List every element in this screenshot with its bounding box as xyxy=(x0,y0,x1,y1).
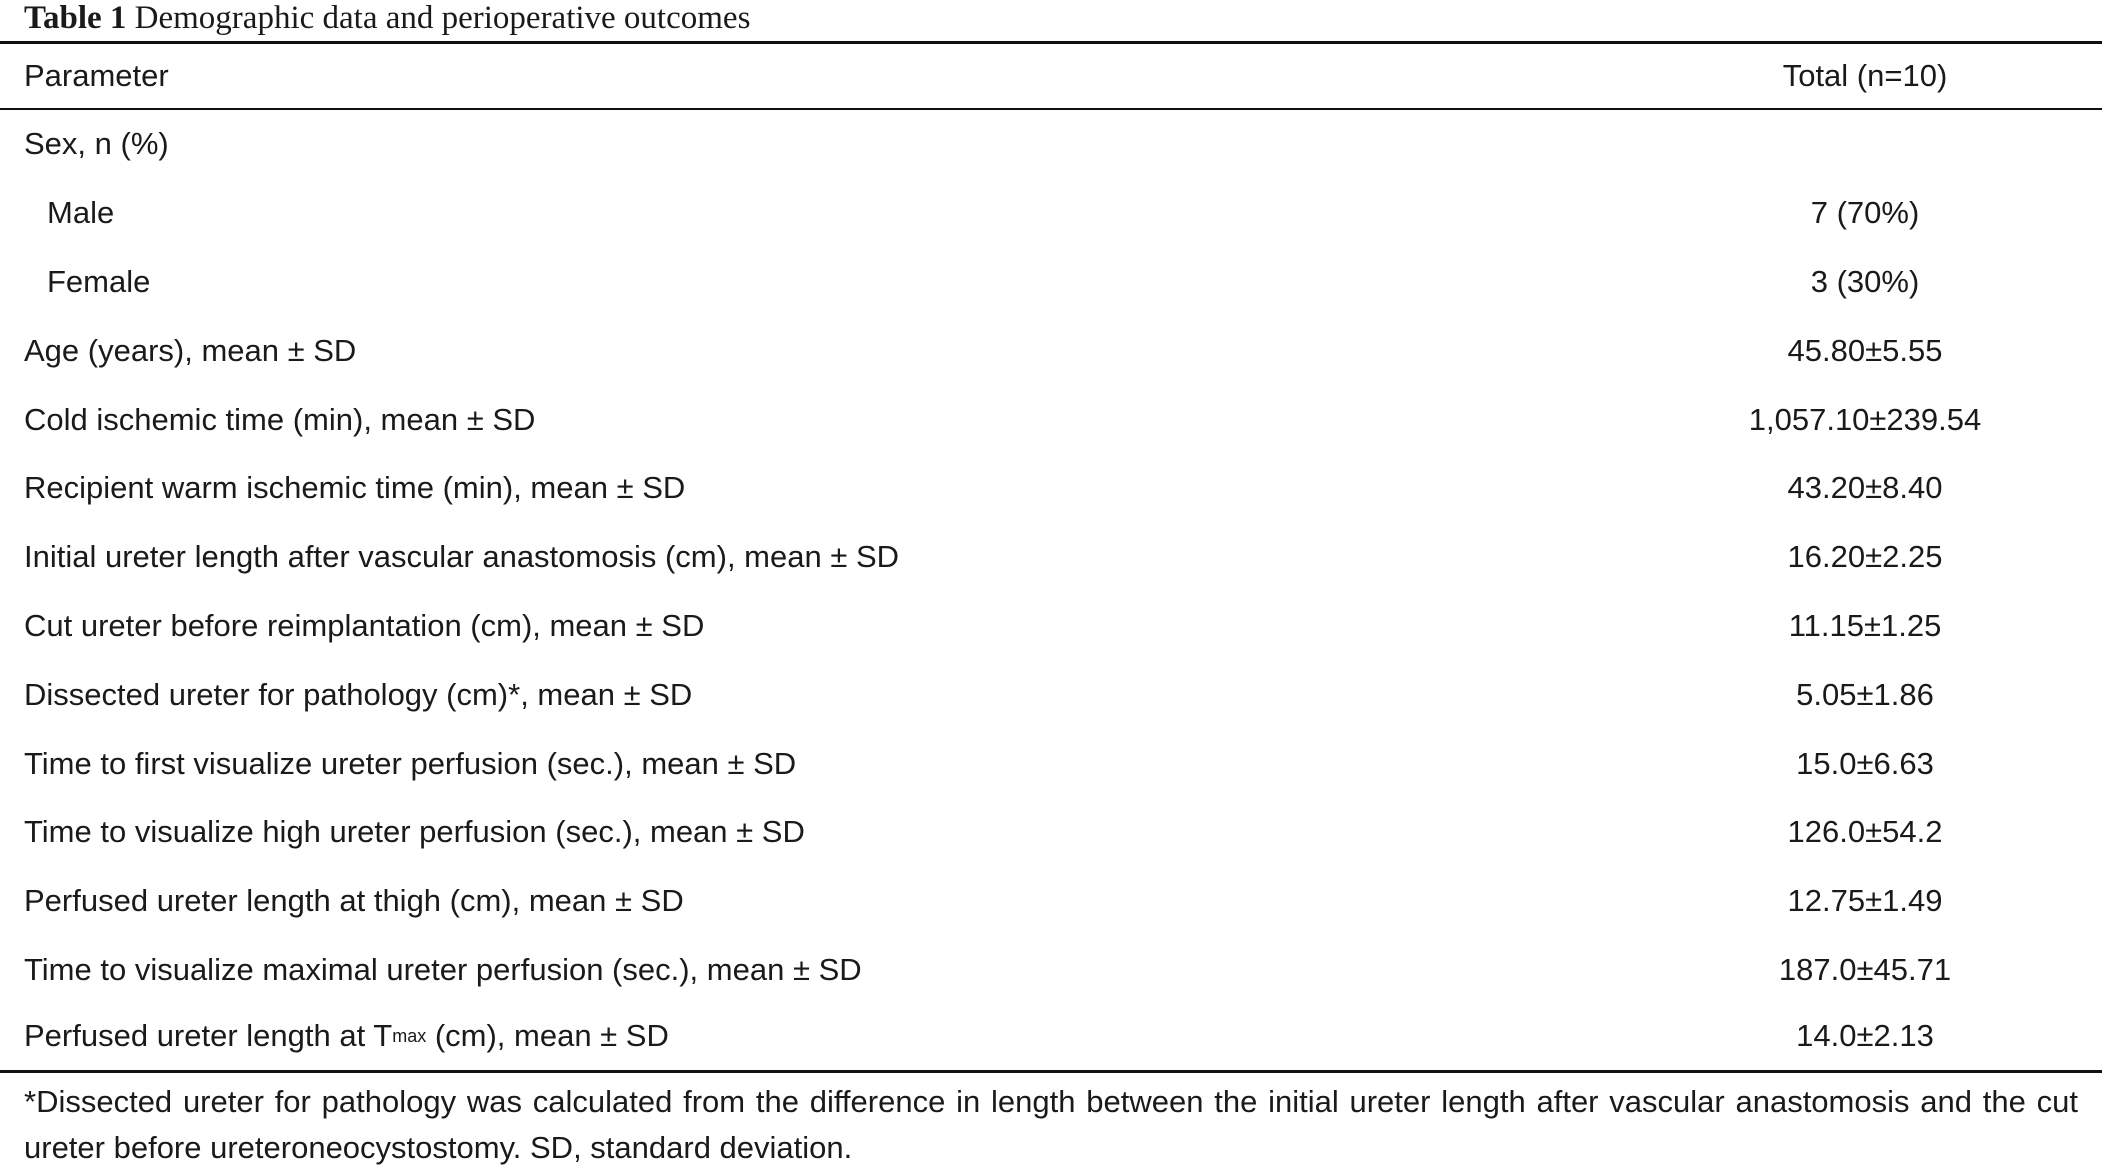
row-value: 7 (70%) xyxy=(1810,195,1920,231)
table-row xyxy=(0,454,2102,523)
table-caption xyxy=(24,0,750,36)
table-row xyxy=(0,110,2102,179)
row-label: Perfused ureter length at T max (cm), mean ± SD xyxy=(24,1018,669,1054)
row-label: Dissected ureter for pathology (cm)*, mean ± SD xyxy=(24,676,693,712)
row-label-post: (cm), mean ± SD xyxy=(426,1018,669,1054)
table-row xyxy=(0,729,2102,798)
row-label: Sex, n (%) xyxy=(24,126,169,162)
table-caption-label: Table 1 xyxy=(24,0,127,36)
row-label: Male xyxy=(47,195,115,231)
row-value: 43.20±8.40 xyxy=(1787,470,1943,506)
row-value: 3 (30%) xyxy=(1810,263,1920,299)
table-row xyxy=(0,179,2102,248)
table-row xyxy=(0,385,2102,454)
row-label: Cut ureter before reimplantation (cm), mean ± SD xyxy=(24,607,705,643)
row-value: 12.75±1.49 xyxy=(1787,883,1943,919)
row-value xyxy=(1665,110,2065,179)
row-value: 187.0±45.71 xyxy=(1778,951,1952,987)
table-row xyxy=(0,248,2102,317)
row-value: 1,057.10±239.54 xyxy=(1748,401,1982,437)
row-label: Time to visualize maximal ureter perfusion (sec.), mean ± SD xyxy=(24,951,862,987)
table-header-row xyxy=(0,44,2102,108)
row-label: Time to first visualize ureter perfusion (sec.), mean ± SD xyxy=(24,745,797,781)
table-row xyxy=(0,1002,2102,1071)
row-value: 5.05±1.86 xyxy=(1796,676,1934,712)
row-label-pre: Perfused ureter length at T xyxy=(24,1018,393,1054)
header-total: Total (n=10) xyxy=(1782,58,1948,93)
row-label: Age (years), mean ± SD xyxy=(24,332,357,368)
row-label: Female xyxy=(47,263,151,299)
row-value: 45.80±5.55 xyxy=(1787,332,1943,368)
table-row xyxy=(0,316,2102,385)
table-row xyxy=(0,936,2102,1005)
table-row xyxy=(0,592,2102,661)
row-label: Perfused ureter length at thigh (cm), mean ± SD xyxy=(24,883,684,919)
row-value: 126.0±54.2 xyxy=(1787,814,1943,850)
row-value: 14.0±2.13 xyxy=(1796,1018,1934,1054)
table-footnote: *Dissected ureter for pathology was calculated from the difference in length between the initial ureter length after vascular anastomosis and the cut ureter before ureteroneocystostomy. SD, standard deviation. xyxy=(24,1084,2078,1165)
row-label: Recipient warm ischemic time (min), mean ± SD xyxy=(24,470,686,506)
table-row xyxy=(0,660,2102,729)
header-parameter: Parameter xyxy=(24,58,169,93)
row-value: 16.20±2.25 xyxy=(1787,539,1943,575)
table-bottom-rule xyxy=(0,1070,2102,1073)
table-row xyxy=(0,523,2102,592)
row-value: 15.0±6.63 xyxy=(1796,745,1934,781)
row-value: 11.15±1.25 xyxy=(1788,607,1942,643)
row-label: Time to visualize high ureter perfusion (sec.), mean ± SD xyxy=(24,814,805,850)
table-caption-text: Demographic data and perioperative outcomes xyxy=(134,0,751,36)
row-label: Initial ureter length after vascular anastomosis (cm), mean ± SD xyxy=(24,539,900,575)
row-label: Cold ischemic time (min), mean ± SD xyxy=(24,401,536,437)
table-row xyxy=(0,867,2102,936)
table-row xyxy=(0,798,2102,867)
